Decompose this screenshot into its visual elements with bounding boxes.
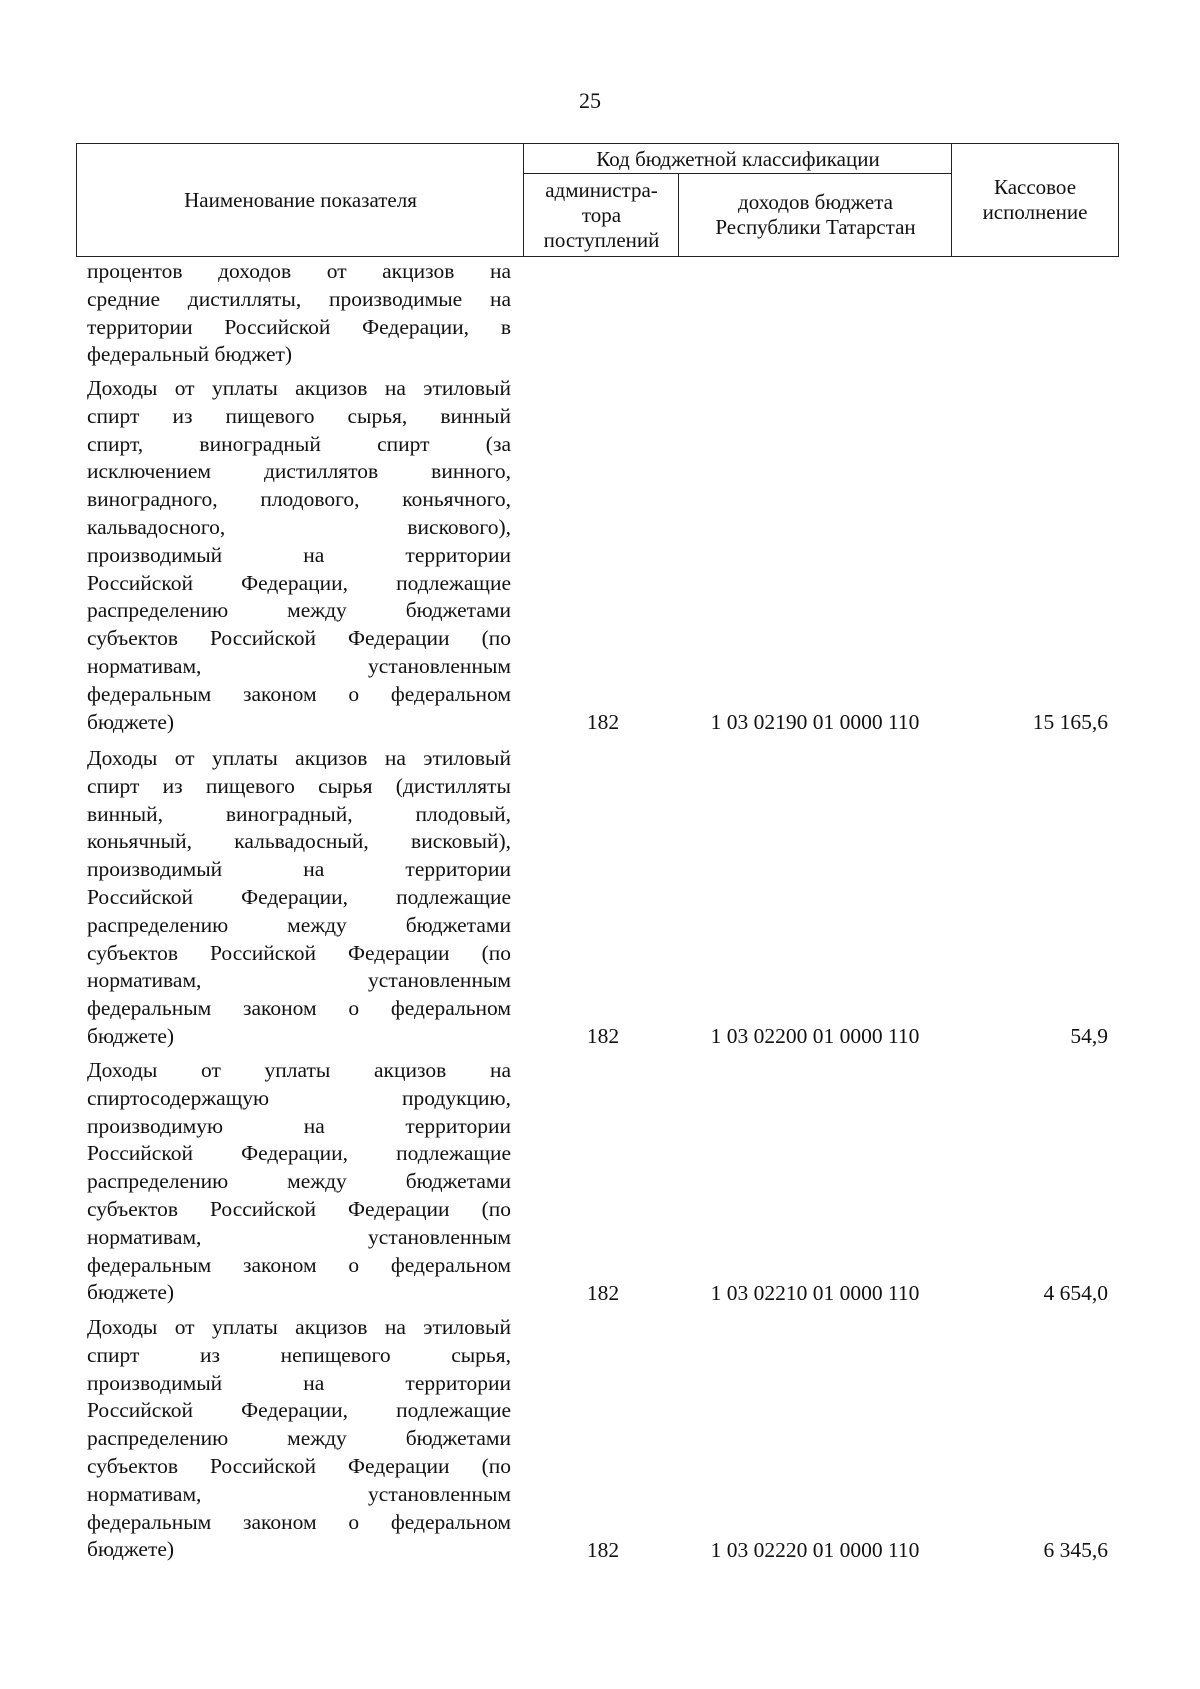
indicator-description — [87, 258, 511, 369]
description-line: виноградного, плодового, коньячного, — [87, 487, 511, 512]
description-line: нормативам, установленным — [87, 1481, 511, 1506]
cash-execution-cell: 6 345,6 — [1043, 1538, 1108, 1563]
table-header — [76, 143, 1119, 257]
cash-execution-cell: 15 165,6 — [1032, 710, 1108, 735]
description-line: нормативам, установленным — [87, 968, 511, 993]
administrator-code-cell: 182 — [586, 1281, 620, 1306]
description-line: спирт из пищевого сырья (дистилляты — [87, 773, 511, 798]
header-cash-line: Кассовое — [993, 175, 1077, 199]
description-line: Доходы от уплаты акцизов на этиловый — [87, 376, 511, 400]
description-line: исключением дистиллятов винного, — [87, 459, 511, 484]
description-line: производимый на территории — [87, 1370, 511, 1395]
header-cash-execution — [952, 144, 1118, 256]
description-line: Российской Федерации, подлежащие — [87, 1398, 511, 1423]
description-line: спиртосодержащую продукцию, — [87, 1085, 511, 1110]
revenue-code-cell: 1 03 02220 01 0000 110 — [710, 1538, 920, 1563]
header-revenue-line: доходов бюджета — [738, 190, 893, 214]
description-line: распределению между бюджетами — [87, 912, 511, 937]
description-line: субъектов Российской Федерации (по — [87, 1196, 511, 1221]
indicator-description — [87, 375, 511, 736]
table-row — [0, 1057, 1200, 1308]
description-line: нормативам, установленным — [87, 653, 511, 678]
description-line: Доходы от уплаты акцизов на этиловый — [87, 746, 511, 770]
header-revenue-line: Республики Татарстан — [715, 215, 916, 239]
header-divider — [523, 144, 524, 256]
cash-execution-cell: 4 654,0 — [1043, 1281, 1108, 1306]
description-line: бюджете) — [87, 1280, 175, 1305]
description-line: федеральным законом о федеральном — [87, 996, 511, 1021]
indicator-description — [87, 745, 511, 1051]
description-line: производимую на территории — [87, 1113, 511, 1138]
header-divider — [678, 174, 679, 256]
header-revenue-code — [679, 174, 952, 256]
description-line: субъектов Российской Федерации (по — [87, 1453, 511, 1478]
header-cash-line: исполнение — [982, 200, 1088, 224]
description-line: распределению между бюджетами — [87, 1426, 511, 1451]
description-line: спирт из пищевого сырья, винный — [87, 403, 511, 428]
description-line: коньячный, кальвадосный, висковый), — [87, 829, 511, 854]
description-line: федеральным законом о федеральном — [87, 681, 511, 706]
header-admin-line: тора — [581, 202, 622, 227]
table-row — [0, 1314, 1200, 1565]
table-row — [0, 375, 1200, 737]
description-line: субъектов Российской Федерации (по — [87, 940, 511, 965]
description-line: бюджете) — [87, 1023, 175, 1048]
administrator-code-cell: 182 — [586, 1024, 620, 1049]
revenue-code-cell: 1 03 02190 01 0000 110 — [710, 710, 920, 735]
header-indicator-name: Наименование показателя — [184, 187, 417, 212]
header-divider — [951, 144, 952, 256]
page-number: 25 — [579, 88, 601, 113]
description-line: федеральным законом о федеральном — [87, 1252, 511, 1277]
header-admin-line: администра- — [545, 177, 658, 202]
header-administrator-code — [524, 174, 679, 256]
description-line: субъектов Российской Федерации (по — [87, 626, 511, 651]
description-line: средние дистилляты, производимые на — [87, 286, 511, 311]
description-line: Доходы от уплаты акцизов на этиловый — [87, 1315, 511, 1339]
header-divider — [523, 173, 952, 174]
description-line: кальвадосного, вискового), — [87, 514, 511, 539]
description-line: Российской Федерации, подлежащие — [87, 570, 511, 595]
description-line: бюджете) — [87, 709, 175, 734]
table-row — [0, 745, 1200, 1051]
description-line: бюджете) — [87, 1537, 175, 1562]
description-line: федеральный бюджет) — [87, 342, 293, 367]
description-line: Доходы от уплаты акцизов на — [87, 1058, 511, 1082]
cash-execution-cell: 54,9 — [1070, 1024, 1108, 1049]
indicator-description — [87, 1314, 511, 1564]
description-line: производимый на территории — [87, 542, 511, 567]
description-line: нормативам, установленным — [87, 1224, 511, 1249]
description-line: спирт, виноградный спирт (за — [87, 431, 511, 456]
header-budget-classification-code: Код бюджетной классификации — [596, 146, 880, 171]
revenue-code-cell: 1 03 02200 01 0000 110 — [710, 1024, 920, 1049]
administrator-code-cell: 182 — [586, 1538, 620, 1563]
description-line: производимый на территории — [87, 857, 511, 882]
description-line: процентов доходов от акцизов на — [87, 259, 511, 283]
description-line: Российской Федерации, подлежащие — [87, 1141, 511, 1166]
header-admin-line: поступлений — [543, 227, 660, 252]
description-line: территории Российской Федерации, в — [87, 314, 511, 339]
description-line: винный, виноградный, плодовый, — [87, 801, 511, 826]
indicator-description — [87, 1057, 511, 1307]
description-line: спирт из непищевого сырья, — [87, 1342, 511, 1367]
table-row — [0, 258, 1200, 370]
description-line: федеральным законом о федеральном — [87, 1509, 511, 1534]
revenue-code-cell: 1 03 02210 01 0000 110 — [710, 1281, 920, 1306]
description-line: распределению между бюджетами — [87, 1169, 511, 1194]
description-line: распределению между бюджетами — [87, 598, 511, 623]
administrator-code-cell: 182 — [586, 710, 620, 735]
description-line: Российской Федерации, подлежащие — [87, 884, 511, 909]
